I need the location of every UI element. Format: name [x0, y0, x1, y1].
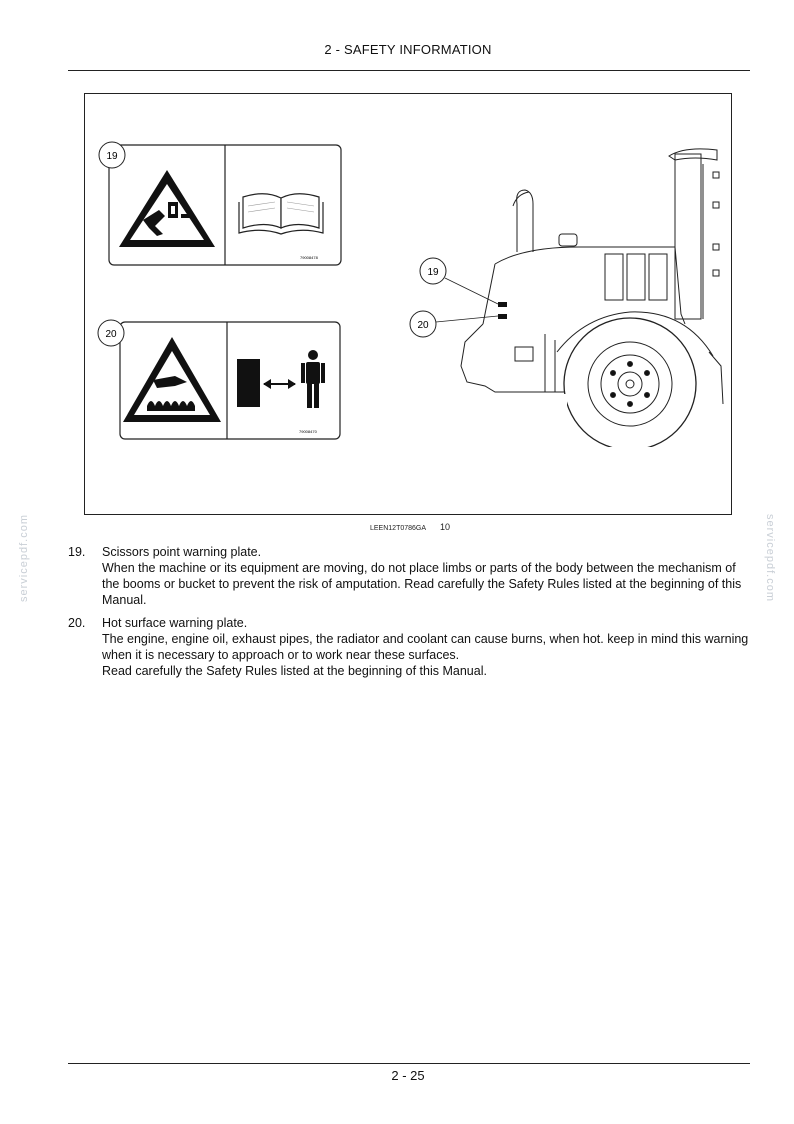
figure-code: LEEN12T0786GA	[370, 525, 427, 532]
watermark-right: servicepdf.com	[764, 514, 776, 602]
list-item	[68, 615, 750, 679]
page-number: 2 - 25	[391, 1068, 425, 1083]
wheel-loader-drawing	[461, 149, 723, 450]
list-item	[68, 544, 750, 608]
svg-text:20: 20	[105, 329, 117, 340]
figure-number: 10	[440, 522, 451, 532]
machine-callout-19	[420, 258, 498, 304]
item-body	[102, 615, 750, 679]
item-text: When the machine or its equipment are moving, do not place limbs or parts of the body between the mechanism of the booms or bucket to prevent the risk of amputation. Read carefully the Safety Rules listed at the beginning of this Manual.	[102, 561, 742, 607]
watermark-left: servicepdf.com	[18, 514, 30, 602]
figure-frame	[84, 93, 732, 515]
item-title: Scissors point warning plate.	[102, 545, 262, 559]
svg-text:20: 20	[417, 320, 429, 331]
item-number: 20.	[68, 616, 86, 630]
svg-text:19: 19	[427, 267, 439, 278]
item-title: Hot surface warning plate.	[102, 616, 248, 630]
decal-20-code: 79008470	[299, 429, 317, 434]
page-header-title: 2 - SAFETY INFORMATION	[324, 42, 492, 57]
figure-caption	[370, 522, 450, 532]
item-body	[102, 544, 750, 608]
decal-20	[120, 322, 340, 439]
header-rule	[68, 70, 750, 71]
item-number: 19.	[68, 545, 86, 559]
safety-decal-figure	[85, 94, 731, 514]
footer-rule	[68, 1063, 750, 1064]
item-text: The engine, engine oil, exhaust pipes, the radiator and coolant can cause burns, when hot. keep in mind this warning when it is necessary to approach or to work near these surfaces.	[102, 632, 749, 662]
decal-19-code: 79008478	[300, 255, 318, 260]
decal-19-callout	[99, 142, 125, 168]
svg-text:19: 19	[106, 151, 118, 162]
item-text: Read carefully the Safety Rules listed at the beginning of this Manual.	[102, 664, 487, 678]
decal-19	[109, 145, 341, 265]
item-list	[68, 544, 750, 686]
decal-20-callout	[98, 320, 124, 346]
